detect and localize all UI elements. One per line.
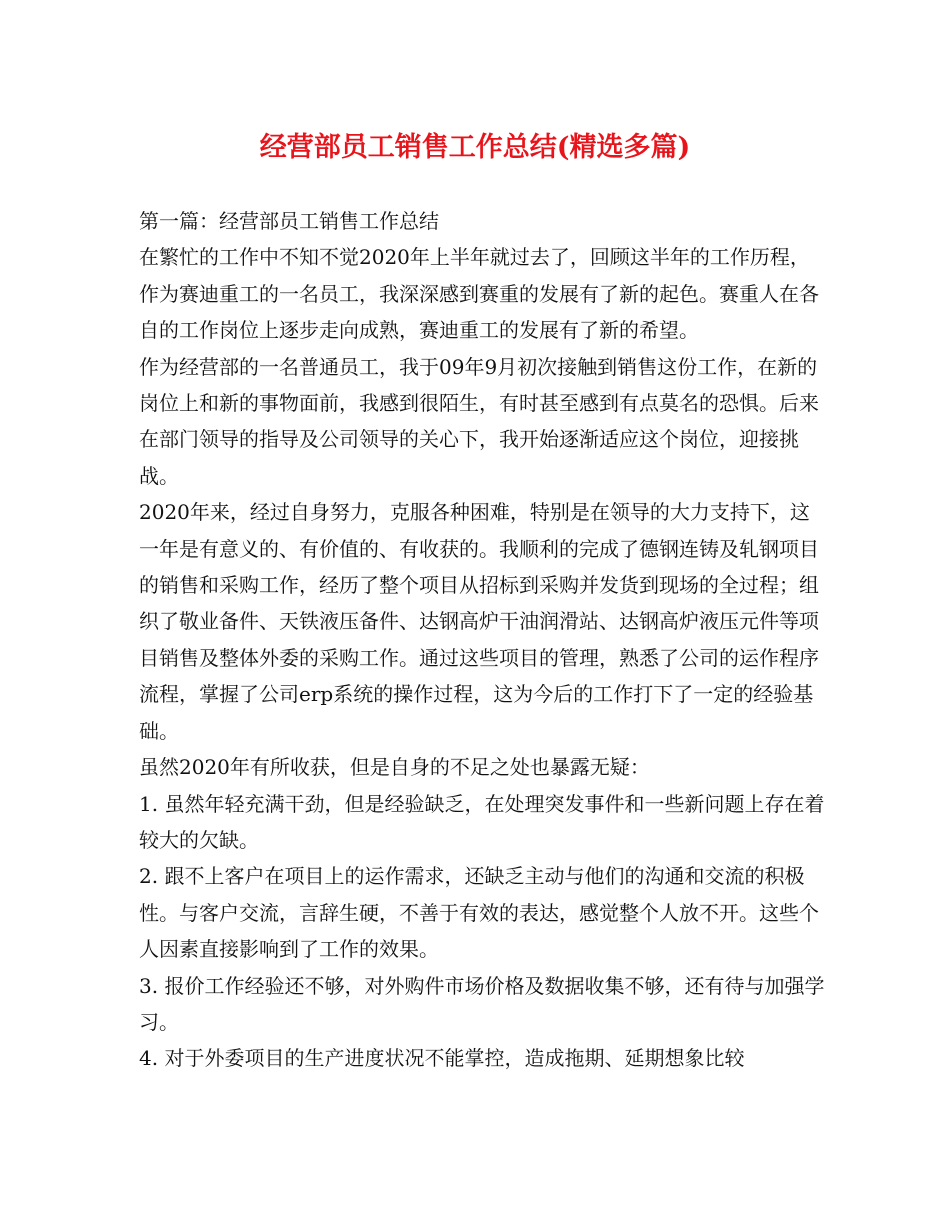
section-heading: 第一篇：经营部员工销售工作总结 bbox=[139, 209, 439, 233]
list-item: 1. 虽然年轻充满干劲，但是经验缺乏，在处理突发事件和一些新问题上存在着较大的欠缺。 bbox=[139, 791, 825, 852]
list-item: 2. 跟不上客户在项目上的运作需求，还缺乏主动与他们的沟通和交流的积极性。与客户交流，言辞生硬，不善于有效的表达，感觉整个人放不开。这些个人因素直接影响到了工作的效果。 bbox=[139, 864, 819, 962]
body-paragraph: 作为经营部的一名普通员工，我于09年9月初次接触到销售这份工作，在新的岗位上和新的事物面前，我感到很陌生，有时甚至感到有点莫名的恐惧。后来在部门领导的指导及公司领导的关心下，我开始逐渐适应这个岗位，迎接挑战。 bbox=[139, 354, 819, 488]
list-item: 3. 报价工作经验还不够，对外购件市场价格及数据收集不够，还有待与加强学习。 bbox=[139, 973, 825, 1034]
body-paragraph: 虽然2020年有所收获，但是自身的不足之处也暴露无疑： bbox=[139, 755, 650, 780]
body-paragraph: 在繁忙的工作中不知不觉2020年上半年就过去了，回顾这半年的工作历程，作为赛迪重工的一名员工，我深深感到赛重的发展有了新的起色。赛重人在各自的工作岗位上逐步走向成熟，赛迪重工的发展有了新的希望。 bbox=[139, 245, 819, 343]
list-item: 4. 对于外委项目的生产进度状况不能掌控，造成拖期、延期想象比较 bbox=[139, 1046, 745, 1071]
body-paragraph: 2020年来，经过自身努力，克服各种困难，特别是在领导的大力支持下，这一年是有意义的、有价值的、有收获的。我顺利的完成了德钢连铸及轧钢项目的销售和采购工作，经历了整个项目从招标到采购并发货到现场的全过程；组织了敬业备件、天铁液压备件、达钢高炉干油润滑站、达钢高炉液压元件等项目销售及整体外委的采购工作。通过这些项目的管理，熟悉了公司的运作程序流程，掌握了公司erp系统的操作过程，这为今后的工作打下了一定的经验基础。 bbox=[139, 500, 819, 743]
document-body bbox=[139, 203, 829, 1077]
document-title: 经营部员工销售工作总结(精选多篇) bbox=[259, 132, 691, 163]
